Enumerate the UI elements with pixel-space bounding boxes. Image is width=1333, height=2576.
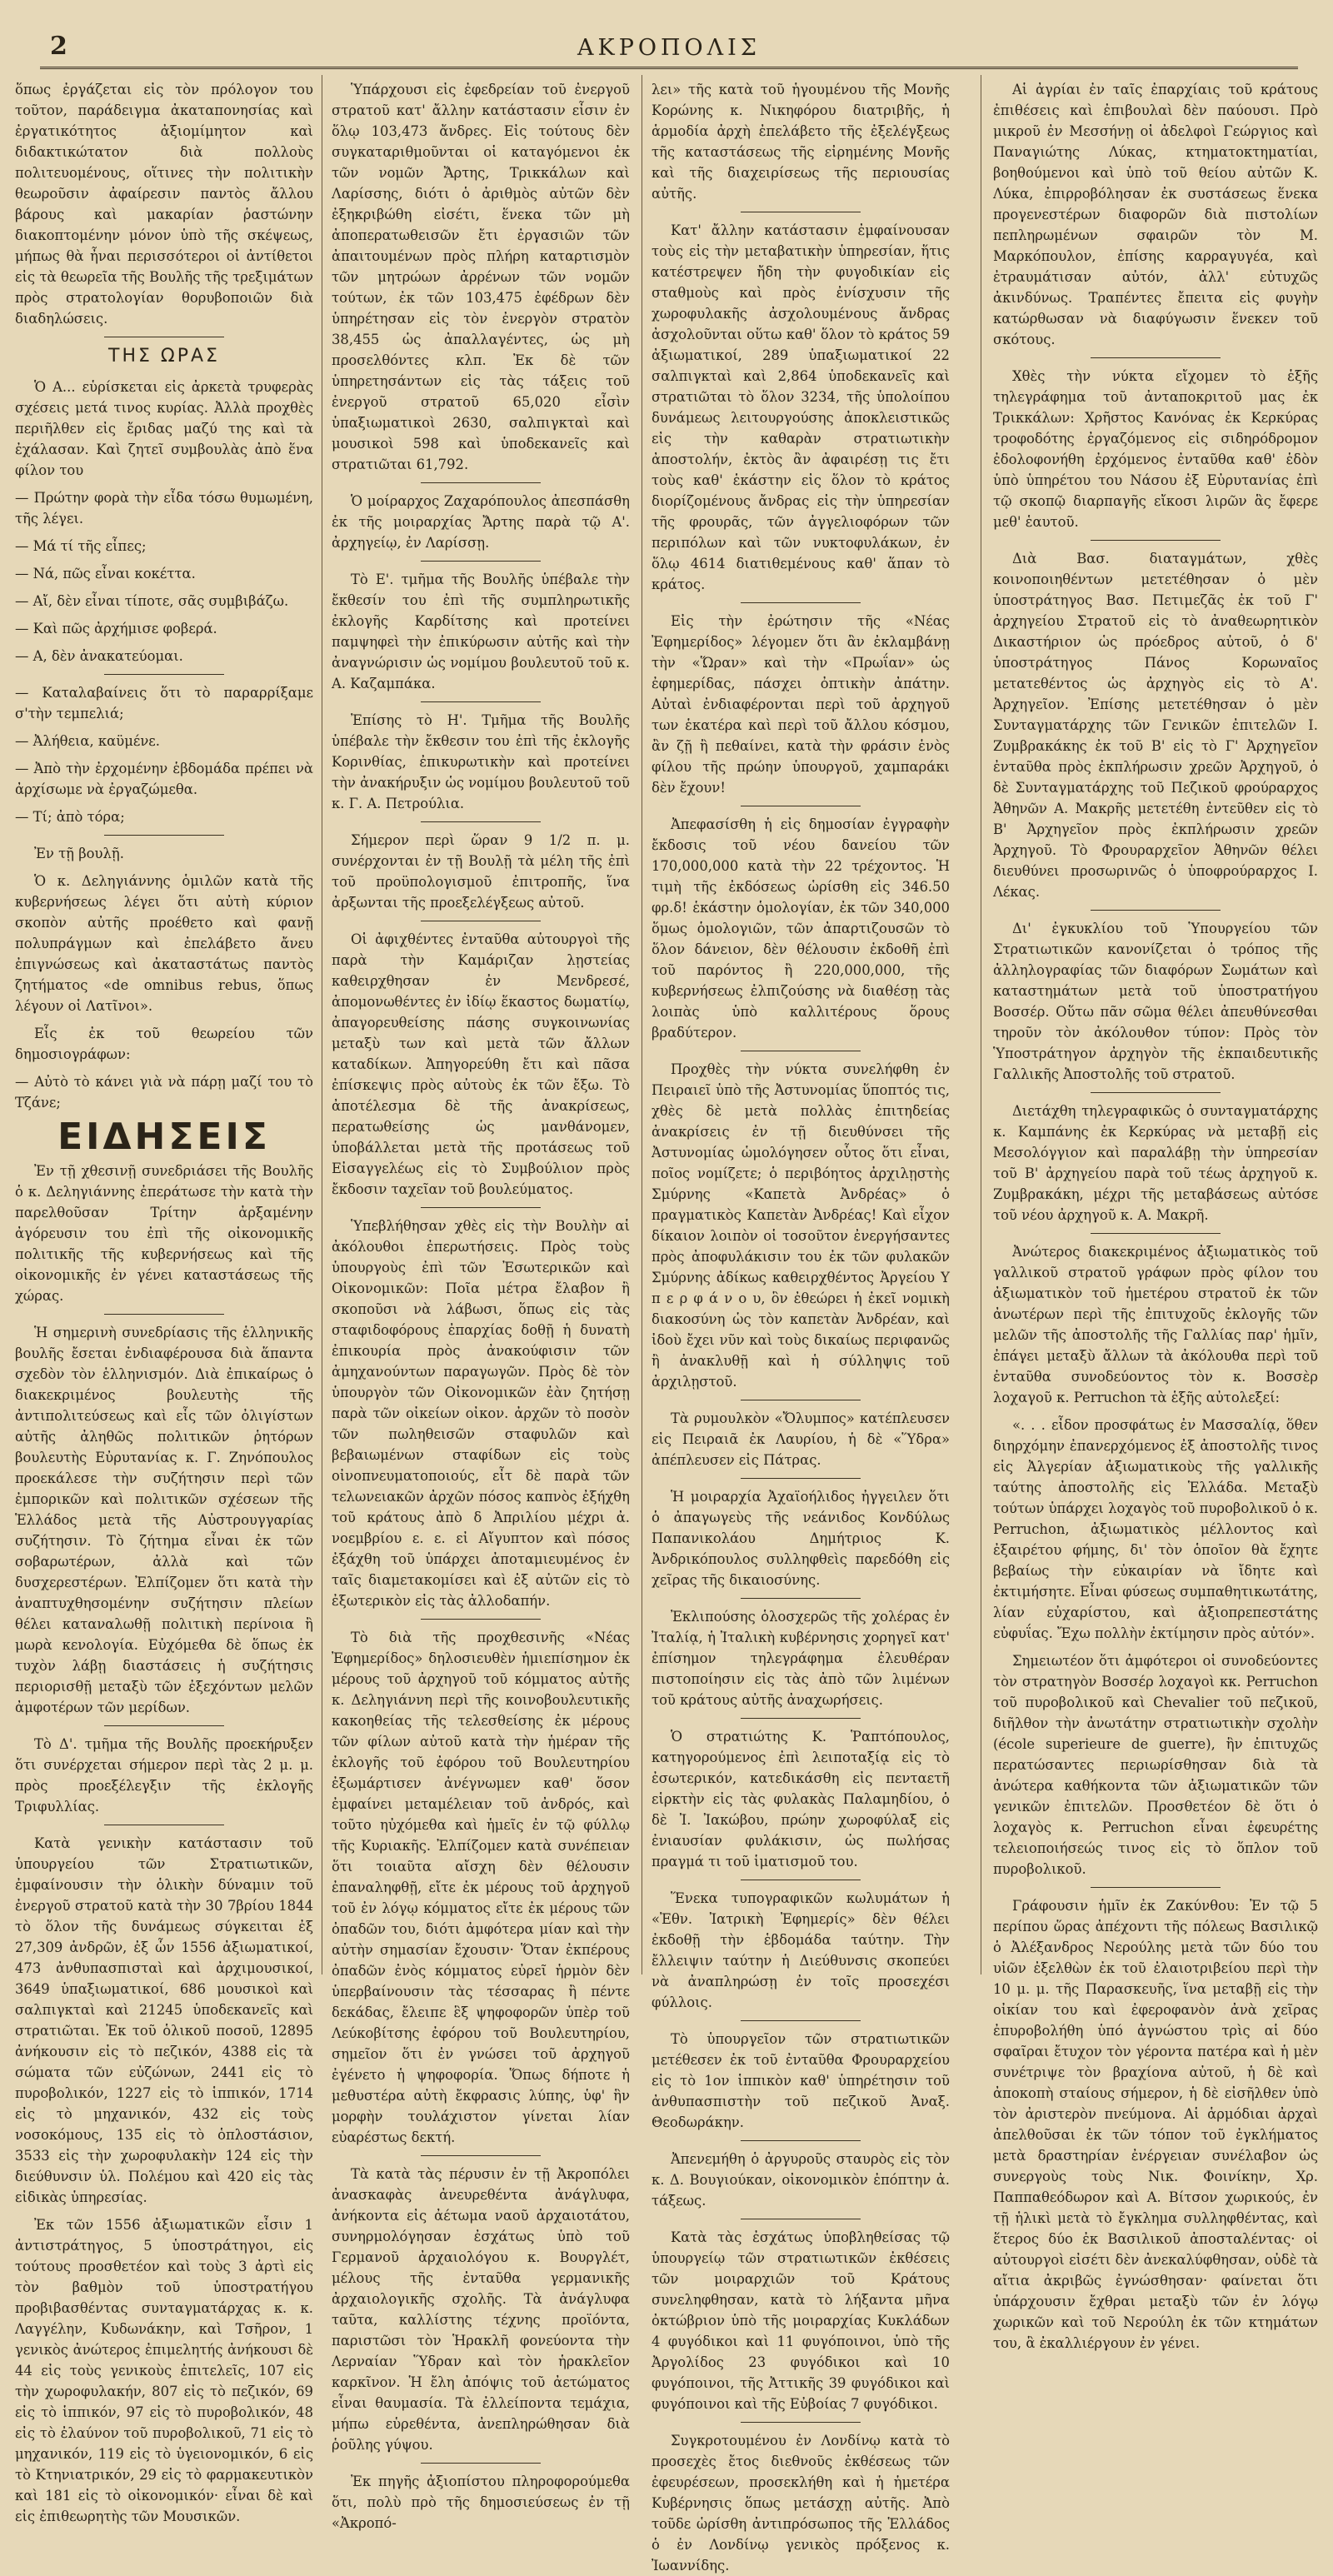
paragraph: Ἀνώτερος διακεκριμένος ἀξιωματικὸς τοῦ γαλλικοῦ στρατοῦ γράφων πρὸς φίλον του ἀξιωματικὸν τοῦ ἡμετέρου στρατοῦ ἐκ τῶν ἀνωτέρων περὶ τῆς ἐπιτυχοῦς ἐκλογῆς τῶν μελῶν τῆς ἀποστολῆς τῆς Γαλλίας παρ' ἡμῖν, ἐπάγει μεταξὺ ἄλλων τὰ ἀκόλουθα περὶ τοῦ ἐνταῦθα συνοδεύοντος τὸν κ. Βοσσὲρ λοχαγοῦ κ. Perruchon τὰ ἑξῆς αὐτολεξεί: [993,1244,1318,1405]
paragraph: Οἱ ἀφιχθέντες ἐνταῦθα αὐτουργοὶ τῆς παρὰ τὴν Καμάριζαν λῃστείας καθειρχθησαν ἐν Μενδρεσέ, ἀπομονωθέντες ἐν ἰδίῳ ἕκαστος δωματίῳ, ἀπαγορευθείσης πάσης συγκοινωνίας μεταξὺ των καὶ μετὰ τῶν ἄλλων καταδίκων. Ἀπηγορεύθη ἔτι καὶ πᾶσα ἐπίσκεψις πρὸς αὐτοὺς ἐκ τῶν ἔξω. Τὸ ἀποτέλεσμα δὲ τῆς ἀνακρίσεως, περατωθείσης ὡς μανθάνομεν, ὑποβάλλεται μετὰ τῆς προτάσεως τοῦ Εἰσαγγελέως εἰς τὸ Συμβούλιον πρὸς ἔκδοσιν ταχεῖαν τοῦ βουλεύματος. [332,931,630,1197]
section-heading-eidiseis: ΕΙΔΗΣΕΙΣ [57,1116,271,1158]
divider [741,2020,860,2021]
section-heading-tis-oras: ΤΗΣ ΩΡΑΣ [108,346,220,367]
paragraph: λει» τῆς κατὰ τοῦ ἡγουμένου τῆς Μονῆς Κορώνης κ. Νικηφόρου διατριβῆς, ἡ ἁρμοδία ἀρχὴ ἐπελάβετο τῆς ἐξελέγξεως τῆς καταστάσεως τῆς εἰρημένης Μονῆς καὶ τῆς διαχειρίσεως τῆς περιουσίας αὐτῆς. [652,82,950,202]
divider [1091,1887,1221,1888]
paragraph: Ἐκ τῶν 1556 ἀξιωματικῶν εἶσιν 1 ἀντιστράτηγος, 5 ὑποστράτηγοι, εἰς τούτους προσθετέον καὶ τοὺς 3 ἀρτὶ εἰς τὸν βαθμὸν τοῦ ὑποστρατήγου προβιβασθέντας συνταγματάρχας κ. κ. Λαγγέλην, Κυδωνάκην, καὶ Τσῆρον, 1 γενικὸς ἀνώτερος ἐπιμελητής ἀνήκουσι δὲ 44 εἰς τοὺς γενικοὺς ἐπιτελεῖς, 107 εἰς τὴν χωροφυλακήν, 807 εἰς τὸ πεζικόν, 69 εἰς τὸ ἱππικόν, 97 εἰς τὸ πυροβολικόν, 48 εἰς τὸ ἐλαύνον τοῦ πυροβολικοῦ, 71 εἰς τὸ μηχανικόν, 119 εἰς τὸ ὑγειονομικόν, 6 εἰς τὸ Κτηνιατρικόν, 29 εἰς τὸ φαρμακευτικὸν καὶ 181 εἰς τὸ οἰκονομικόν· εἶναι δὲ καὶ εἰς ἐπιθεωρητὴς τῶν Μουσικῶν. [15,2217,313,2524]
divider [741,2422,860,2423]
paragraph: Δι' ἐγκυκλίου τοῦ Ὑπουργείου τῶν Στρατιωτικῶν κανονίζεται ὁ τρόπος τῆς ἀλληλογραφίας τῶν διαφόρων Σωμάτων καὶ καταστημάτων μετὰ τοῦ ὑποστρατήγου Βοσσέρ. Οὕτω πᾶν σῶμα θέλει ἀπευθύνεσθαι τηροῦν τὸν ἀκόλουθον τύπον: Πρὸς τὸν Ὑποστράτηγον ἀρχηγὸν τῆς ἐκπαιδευτικῆς Γαλλικῆς Ἀποστολῆς τοῦ στρατοῦ. [993,921,1318,1082]
dialogue-line: — Τί; ἀπὸ τόρα; [15,809,125,825]
paragraph: Ἐν τῇ χθεσινῇ συνεδριάσει τῆς Βουλῆς ὁ κ. Δεληγιάννης ἐπεράτωσε τὴν κατὰ τὴν παρελθοῦσαν Τρίτην ἀρξαμένην ἀγόρευσιν του ἐπὶ τῆς οἰκονομικῆς πολιτικῆς τῆς κυβερνήσεως καὶ τῆς οἰκονομικῆς ἐν γένει καταστάσεως τῆς χώρας. [15,1163,313,1304]
dialogue-line: — Α, δὲν ἀνακατεύομαι. [15,648,183,664]
divider [104,674,223,675]
paragraph: Σήμερον περὶ ὥραν 9 1/2 π. μ. συνέρχονται ἐν τῇ Βουλῇ τὰ μέλη τῆς ἐπὶ τοῦ προϋπολογισμοῦ ἐπιτροπῆς, ἵνα ἀρξωνται τῆς προεξελέγξεως αὐτοῦ. [332,832,630,911]
paragraph: Τὸ Δ'. τμῆμα τῆς Βουλῆς προεκήρυξεν ὅτι συνέρχεται σήμερον περὶ τὰς 2 μ. μ. πρὸς προεξέλεγξιν τῆς ἐκλογῆς Τριφυλλίας. [15,1736,313,1815]
dialogue-line: — Μά τί τῆς εἶπες; [15,538,147,554]
paragraph: «. . . εἶδον προσφάτως ἐν Μασσαλίᾳ, ὅθεν διηρχόμην ἐπανερχόμενος ἐξ ἀποστολῆς τινος εἰς Ἀλγερίαν ἀξιωματικοὺς τῆς γαλλικῆς ταύτης ἀποστολῆς εἰς Ἑλλάδα. Μεταξὺ τούτων ὑπάρχει λοχαγὸς τοῦ πυροβολικοῦ ὁ κ. Perruchon, ἀξιωματικὸς μέλλοντος καὶ ἐξαιρέτου φήμης, δι' τὸν ὁποῖον θὰ ἔχητε βεβαίως τὴν εὐκαιρίαν νὰ ἴδητε καὶ ἐκτιμήσητε. Εἶναι φύσεως συμπαθητικωτάτης, λίαν εὐχαρίστου, καὶ ἀξιοπρεπεστάτης εὐφυΐας. Ἔχω πολλὴν ἐκτίμησιν πρὸς αὐτόν». [993,1417,1318,1641]
paragraph: Ὁ μοίραρχος Ζαχαρόπουλος ἀπεσπάσθη ἐκ τῆς μοιραρχίας Ἄρτης παρὰ τῷ Α'. ἀρχηγείῳ, ἐν Λαρίσσῃ. [332,493,630,551]
divider [421,701,540,702]
dialogue-line: — Αὐτὸ τὸ κάνει γιὰ νὰ πάρῃ μαζί του τὸ Τζάνε; [15,1074,313,1111]
dialogue-line: — Αἴ, δὲν εἶναι τίποτε, σᾶς συμβιβάζω. [15,593,289,609]
column-4 [993,79,1318,2351]
divider [1091,1233,1221,1234]
divider [421,2463,540,2464]
dialogue-line: — Πρώτην φορὰ τὴν εἶδα τόσω θυμωμένη, τῆς λέγει. [15,490,313,527]
dialogue-line: — Ἀπὸ τὴν ἐρχομένην ἑβδομάδα πρέπει νὰ ἀρχίσωμε νὰ ἐργαζώμεθα. [15,761,313,797]
paragraph: Ἐκλιπούσης ὁλοσχερῶς τῆς χολέρας ἐν Ἰταλίᾳ, ἡ Ἰταλικὴ κυβέρνησις χορηγεῖ κατ' ἐπίσημον τηλεγράφημα ἐλευθέραν πιστοποίησιν εἰς τὰς ἀπὸ τῶν λιμένων τοῦ κράτους αὐτῆς ἀναχωρήσεις. [652,1609,950,1708]
paragraph: Ὑπάρχουσι εἰς ἐφεδρείαν τοῦ ἐνεργοῦ στρατοῦ κατ' ἄλλην κατάστασιν εἶσιν ἐν ὅλῳ 103,473 ἄνδρες. Εἰς τούτους δὲν συγκαταριθμοῦνται οἱ καταγόμενοι ἐκ τῶν νομῶν Ἄρτης, Τρικκάλων καὶ Λαρίσσης, διότι ὁ ἀριθμὸς αὐτῶν δὲν ἐξηκριβώθη εἰσέτι, ἕνεκα τῶν μὴ ἀποπερατωθεισῶν ἔτι ἐργασιῶν τῶν ἀπαιτουμένων πρὸς πλήρη καταρτισμὸν τῶν μητρώων ἀρρένων τῶν νομῶν τούτων, ἐκ τῶν 103,475 ἐφέδρων δὲν ὑπηρέτησαν εἰς τὸν ἐνεργὸν στρατὸν 38,455 ὡς ἀπαλλαγέντες, ὡς μὴ προσελθόντες κλπ. Ἐκ δὲ τῶν ὑπηρετησάντων εἰς τὰς τάξεις τοῦ ἐνεργοῦ στρατοῦ 65,020 εἶσὶν ὑπαξιωματικοὶ 2630, σαλπιγκταὶ καὶ μουσικοὶ 598 καὶ ὑποδεκανεῖς καὶ στρατιῶται 61,792. [332,82,630,472]
paragraph: Διετάχθη τηλεγραφικῶς ὁ συνταγματάρχης κ. Καμπάνης ἐκ Κερκύρας νὰ μεταβῇ εἰς Μεσολόγγιον καὶ παραλάβῃ τὴν ὑπηρεσίαν τοῦ Β' ἀρχηγείου παρὰ τοῦ τέως ἀρχηγοῦ κ. Ζυμβρακάκη, μέχρι τῆς μεταβάσεως αὐτόσε τοῦ νέου ἀρχηγοῦ κ. Α. Μακρῆ. [993,1103,1318,1223]
divider [104,1725,223,1726]
divider [421,2155,540,2156]
column-2 [332,79,630,2531]
paragraph: Τὸ Ε'. τμῆμα τῆς Βουλῆς ὑπέβαλε τὴν ἔκθεσίν του ἐπὶ τῆς συμπληρωτικῆς ἐκλογῆς Καρδίτσης καὶ προτείνει παμψηφεὶ τὴν ἐπικύρωσιν αὐτῆς καὶ τὴν ἀναγνώρισιν ὡς νομίμου βουλευτοῦ τοῦ κ. Α. Καζαμπάκα. [332,572,630,691]
column-3 [652,79,950,2574]
paragraph: Εἷς ἐκ τοῦ θεωρείου τῶν δημοσιογράφων: [15,1026,313,1062]
paragraph: Τὰ ρυμουλκὸν «Ὄλυμπος» κατέπλευσεν εἰς Πειραιᾶ ἐκ Λαυρίου, ἡ δὲ «Ὕδρα» ἀπέπλευσεν εἰς Πάτρας. [652,1410,950,1468]
paragraph: Ὑπεβλήθησαν χθὲς εἰς τὴν Βουλὴν αἱ ἀκόλουθοι ἐπερωτήσεις. Πρὸς τοὺς ὑπουργοὺς ἐπὶ τῶν Ἐσωτερικῶν καὶ Οἰκονομικῶν: Ποῖα μέτρα ἔλαβον ἢ σκοποῦσι νὰ λάβωσι, ὅπως εἰς τὰς σταφιδοφόρους ἐπαρχίας δοθῇ ἡ δυνατὴ ἐπικουρία πρὸς ἀνακούφισιν τῶν ἀμηχανούντων παραγωγῶν. Πρὸς δὲ τὸν ὑπουργὸν τῶν Οἰκονομικῶν ἐὰν ζητήσῃ παρὰ τῶν οἰκείων οἰκον. ἀρχῶν τὸ ποσὸν τῶν πωληθεισῶν σταφυλῶν καὶ βεβαιωμένων σταφίδων εἰς τοὺς οἰνοπνευματοποιούς, εἶτ δὲ παρὰ τῶν τελωνειακῶν ἀρχῶν πόσος καπνὸς ἐξήχθη τοῦ κράτους ἀπὸ δ Ἀπριλίου μέχρι ἀ. νοεμβρίου ε. ε. εἰ Αἴγυπτον καὶ πόσος ἐξάχθη τοῦ ὑπάρχει ἀποταμιευμένος ἐν ταῖς διαμετακομίσει καὶ ἐξ αὐτῶν εἰς τὸ ἐξωτερικὸν εἰς τὰς ἀλλοδαπήν. [332,1218,630,1609]
divider [104,835,223,836]
newspaper-title: ΑΚΡΟΠΟΛΙΣ [577,35,761,61]
paragraph: Ὁ στρατιώτης Κ. Ῥαπτόπουλος, κατηγορούμενος ἐπὶ λειποταξίᾳ εἰς τὸ ἐσωτερικόν, κατεδικάσθη εἰς πενταετῆ εἱρκτὴν εἰς τὰς φυλακὰς Παλαμηδίου, ὁ δὲ Ἰ. Ἰακώβου, πρώην χωροφύλαξ εἰς ἐνιαυσίαν φυλάκισιν, ὡς πωλήσας πραγμά τι τοῦ ἱματισμοῦ του. [652,1729,950,1870]
page-number: 2 [50,32,67,61]
paragraph: Κατὰ τὰς ἐσχάτως ὑποβληθείσας τῷ ὑπουργείῳ τῶν στρατιωτικῶν ἐκθέσεις τῶν μοιραρχιῶν τοῦ Κράτους συνεληφθησαν, κατὰ τὸ λήξαντα μῆνα ὀκτώβριον ὑπὸ τῆς μοιραρχίας Κυκλάδων 4 φυγόδικοι καὶ 11 φυγόποινοι, ὑπὸ τῆς Ἀργολίδος 23 φυγόδικοι καὶ 10 φυγόποινοι, τῆς Ἀττικῆς 39 φυγόδικοι καὶ φυγόποινοι καὶ τῆς Εὐβοίας 7 φυγόδικοι. [652,2229,950,2412]
masthead [40,32,1298,69]
paragraph: Τὸ ὑπουργεῖον τῶν στρατιωτικῶν μετέθεσεν ἐκ τοῦ ἐνταῦθα Φρουραρχείου εἰς τὸ 1ον ἱππικὸν καθ' ὑπηρέτησιν τοῦ ἀνθυπασπιστὴν τοῦ πεζικοῦ Ἀναξ. Θεοδωράκην. [652,2031,950,2130]
divider [1091,910,1221,911]
paragraph: Ἐν τῇ βουλῇ. [33,846,124,861]
divider [741,1478,860,1479]
divider [421,821,540,822]
dialogue-line: — Καταλαβαίνεις ὅτι τὸ παραρρίξαμε σ'τὴν τεμπελιά; [15,685,313,721]
column-1 [15,79,313,2524]
divider [421,482,540,483]
divider [104,1314,223,1315]
paragraph: ὅπως ἐργάζεται εἰς τὸν πρόλογον του τοῦτον, παράδειγμα ἀκαταπονησίας καὶ ἐργατικότητος ἀξιομίμητον καὶ διδακτικώτατον διὰ πολλοὺς πολιτευομένους, οἵτινες τὴν πολιτικὴν θεωροῦσιν ἀφαίρεσιν παντὸς ἄλλου βάρους καὶ μακαρίαν ῥαστώνην διακοπτομένην μόνον ὑπὸ τῆς σκέψεως, μήπως θὰ ἦναι περισσότεροι οἱ ἀντίθετοι εἰς τὰ θεωρεῖα τῆς Βουλῆς τῆς τρεξιμάτων πρὸς στρατολογίαν θορυβοποιῶν διὰ διαδηλώσεις. [15,82,313,327]
paragraph: Αἱ ἀγρίαι ἐν ταῖς ἐπαρχίαις τοῦ κράτους ἐπιθέσεις καὶ ἐπιβουλαὶ δὲν παύουσι. Πρὸ μικροῦ ἐν Μεσσήνῃ οἱ ἀδελφοὶ Γεώργιος καὶ Παναγιώτης Λύκας, κτηματοκτηματίαι, βοηθούμενοι καὶ ὑπὸ τοῦ θείου αὐτῶν Κ. Λύκα, ἐπιρροβόλησαν ἐκ συστάσεως ἕνεκα προγενεστέρων διαφορῶν διὰ πιστολίων πεπληρωμένων σφαιρῶν τὸν Μ. Μαρκόπουλον, ἐπίσης καρραγυγέα, καὶ ἐτραυμάτισαν αὐτόν, ἀλλ' εὐτυχῶς ἀκινδύνως. Τραπέντες ἔπειτα εἰς φυγὴν κατώρθωσαν νὰ διαφύγωσιν ἕνεκεν τοῦ σκότους. [993,82,1318,347]
paragraph: Ἡ σημερινὴ συνεδρίασις τῆς ἑλληνικῆς βουλῆς ἔσεται ἐνδιαφέρουσα διὰ ἅπαντα σχεδὸν τὸν ἑλληνισμόν. Διὰ ἐπικαίρως ὁ διακεκριμένος βουλευτὴς τῆς ἀντιπολιτεύσεως καὶ εἷς τῶν ὀλιγίστων αὐτῆς ἀληθῶς πολιτικῶν ῥητόρων βουλευτὴς Εὐρυτανίας κ. Γ. Ζηνόπουλος προεκάλεσε τὴν συζήτησιν περὶ τῶν ἐμπορικῶν καὶ πολιτικῶν σχέσεων τῆς Ἑλλάδος μετὰ τῆς Αὐστρουγγαρίας συζήτησιν. Τὸ ζήτημα εἶναι ἐκ τῶν σοβαρωτέρων, ἀλλὰ καὶ τῶν δυσχερεστέρων. Ἐλπίζομεν ὅτι κατὰ τὴν ἀναπτυχθησομένην συζήτησιν πλείων θέλει καταναλωθῇ πολιτικὴ περίνοια ἢ μωρὰ κενολογία. Εὐχόμεθα δὲ ὅπως ἐκ τυχὸν λάβῃ διαστάσεις ἡ συζήτησις περιορισθῇ μεταξὺ τῶν ἐξεχόντων μελῶν ἀμφοτέρων τῶν μερίδων. [15,1325,313,1715]
paragraph: Ὁ κ. Δεληγιάννης ὁμιλῶν κατὰ τῆς κυβερνήσεως λέγει ὅτι αὐτὴ κύριον σκοπὸν αὐτῆς προέθετο καὶ φανῇ πολυπράγμων καὶ ἐπελάβετο ἄνευ ἐπιγνώσεως καὶ ἀκαταστάτως παντὸς ζητήματος «de omnibus rebus, ὅπως λέγουν οἱ Λατῖνοι». [15,873,313,1014]
divider [1091,540,1221,541]
paragraph: Γράφουσιν ἡμῖν ἐκ Ζακύνθου: Ἐν τῷ 5 περίπου ὥρας ἀπέχοντι τῆς πόλεως Βασιλικῷ ὁ Ἀλέξανδρος Νερούλης μετὰ τῶν δύο του υἱῶν ἐξελθὼν ἐκ τοῦ ἐλαιοτριβείου περὶ τὴν 10 μ. μ. τῆς Παρασκευῆς, ἵνα μεταβῇ εἰς τὴν οἰκίαν του καὶ ἐφεροφανὸν ἀνὰ χεῖρας ἐπυροβολήθη ὑπό ἀγνώστου τρὶς αἱ δύο σφαῖραι ἔτυχον τὸν γέροντα πατέρα καὶ ἡ μὲν συνέτριψε τὸν βραχίονα αὐτοῦ, ἡ δὲ καὶ ἀποκοπὴ σταίους σήμερον, ἡ δὲ εἰσῆλθεν ὑπὸ τὸν ἀριστερὸν πνεύμονα. Αἱ ἁρμόδιαι ἀρχαὶ ἀπελθοῦσαι ἐκ τῶν τόπον τοῦ ἐγκλήματος μετὰ δραστηρίαν ἐνέργειαν συνέλαβον ὡς συνεργοὺς τοὺς Νικ. Φοινίκην, Χρ. Παππαθεόδωρον καὶ Α. Βίτσον χωρικούς, ἐν τῇ ἡλικὶ μετὰ τὸ ἔγκλημα συλληφθέντας, καὶ ἕτερος δύο ἐκ Βασιλικοῦ ἀποσταλέντας· οἱ αὐτουργοὶ εἰσέτι δὲν ἀνεκαλύφθησαν, οὐδὲ τὰ αἴτια ἀκριβῶς ἐγνώσθησαν· φαίνεται ὅτι ὑπάρχουσιν ἔχθραι μεταξὺ τῶν ἐν λόγῳ χωρικῶν καὶ τοῦ Νερούλη ἐκ τῶν κτημάτων του, ἃ ἐκαλλιέργουν ἐν γένει. [993,1898,1318,2351]
paragraph: Χθὲς τὴν νύκτα εἴχομεν τὸ ἑξῆς τηλεγράφημα τοῦ ἀνταποκριτοῦ μας ἐκ Τρικκάλων: Χρῆστος Κανόνας ἐκ Κερκύρας τροφοδότης ἐργαζόμενος εἰς σιδηρόδρομον ἐδολοφονήθη ἐρχόμενος ἐνταῦθα καθ' ἑδὸν ὑπὸ ὑπηρέτου του Νάσου ἐξ Εὐρυτανίας ἐπὶ τῷ σκοπῷ διαρπαγῆς εἴκοσι λιρῶν ἃς ἔφερε μεθ' ἑαυτοῦ. [993,368,1318,530]
divider [741,602,860,603]
paragraph: Ἀπενεμήθη ὁ ἀργυροῦς σταυρὸς εἰς τὸν κ. Δ. Βουγιούκαν, οἰκονομικὸν ἐπόπτην ἀ. τάξεως. [652,2151,950,2209]
dialogue-line: — Ἀλήθεια, καϋμένε. [15,733,161,749]
paragraph: Εἰς τὴν ἐρώτησιν τῆς «Νέας Ἐφημερίδος» λέγομεν ὅτι ἂν ἐκλαμβάνῃ τὴν «Ὥραν» καὶ τὴν «Πρωΐαν» ὡς ἐφημερίδας, πάσχει ὀπτικὴν ἀπάτην. Αὐταὶ ἐνδιαφέρονται περὶ τοῦ ἀρχηγοῦ των ἑκατέρα καὶ περὶ τοῦ ἄλλου κόσμου, ἂν ζῇ ἢ πεθαίνει, κατὰ τὴν φράσιν ἑνὸς φίλου τῆς πρώην ὑπουργοῦ, χαμπαράκι δὲν ἔχουν! [652,613,950,796]
divider [741,1718,860,1719]
divider [421,1619,540,1620]
paragraph: Τὰ κατὰ τὰς πέρυσιν ἐν τῇ Ἀκροπόλει ἀνασκαφὰς ἀνευρεθέντα ἀνάγλυφα, ἀνήκοντα εἰς ἀέτωμα ναοῦ ἀρχαιοτάτου, συνηρμολόγησαν ἐσχάτως ὑπὸ τοῦ Γερμανοῦ ἀρχαιολόγου κ. Βουργλέτ, μέλους τῆς ἐνταῦθα γερμανικῆς ἀρχαιολογικῆς σχολῆς. Τὰ ἀνάγλυφα ταῦτα, καλλίστης τέχνης προϊόντα, παριστῶσι τὸν Ἡρακλῆ φονεύοντα τὴν Λερναίαν Ὕδραν καὶ τὸν ἡρακλεῖον καρκῖνον. Ἡ ἔλη ἀπόψις τοῦ ἀετώματος εἶναι θαυμασία. Τὰ ἐλλείποντα τεμάχια, μήπω εὑρεθέντα, ἀνεπληρώθησαν διὰ ῥοῦλης γύψου. [332,2166,630,2453]
paragraph: Κατ' ἄλλην κατάστασιν ἐμφαίνουσαν τοὺς εἰς τὴν μεταβατικὴν ὑπηρεσίαν, ἥτις κατέστρεψεν ἤδη τὴν φυγοδικίαν εἰς σταθμοὺς καὶ πρὸς ἐνίσχυσιν τῆς χωροφυλακῆς ἀσχολουμένους ἄνδρας ἀσχολοῦνται οὕτω καθ' ὅλον τὸ κράτος 59 ἀξιωματικοί, 289 ὑπαξιωματικοί 22 σαλπιγκταὶ καὶ 2,864 ὑποδεκανεῖς καὶ στρατιῶται τὸ ὅλον 3234, τῆς ὑπολοίπου δυνάμεως λειτουργούσης ἀποκλειστικῶς εἰς τὴν καθαρὰν στρατιωτικὴν ἀποστολήν, ἐκτὸς ἂν ἀφαιρέσῃ τις ἔτι τοὺς καθ' ἑκάστην εἰς ὅλον τὸ κράτος διορίζομένους ἄνδρας εἰς τὴν ὑπηρεσίαν τῆς φρουρᾶς, τῶν ἀγγελιοφόρων τῶν περιπόλων καὶ τῶν νυκτοφυλάκων, ἐν ὅλῳ 4614 διατιθεμένους καθ' ἅπαν τὸ κράτος. [652,222,950,592]
divider [421,561,540,562]
dialogue-line: — Νά, πῶς εἶναι κοκέττα. [15,566,196,582]
paragraph: Ἡ μοιραρχία Ἀχαϊοήλιδος ἠγγειλεν ὅτι ὁ ἀπαγωγεὺς τῆς νεάνιδος Κονδύλως Παπανικολάου Δημήτριος Κ. Ἀνδρικόπουλος συλληφθεὶς παρεδόθη εἰς χεῖρας τῆς δικαιοσύνης. [652,1489,950,1588]
paragraph: Προχθὲς τὴν νύκτα συνελήφθη ἐν Πειραιεῖ ὑπὸ τῆς Ἀστυνομίας ὕποπτός τις, χθὲς δὲ μετὰ πολλὰς ἐπιτηδείας ἀνακρίσεις ἐν τῇ διευθύνσει τῆς Ἀστυνομίας ὡμολόγησεν οὗτος ὅτι εἶναι, ποῖος νομίζετε; ὁ περιβόητος ἀρχιλῃστὴς Σμύρνης «Καπετὰ Ἀνδρέας» ὁ πραγματικὸς Καπετὰν Ἀνδρέας! Καὶ εἶχον δίκαιον λοιπὸν οἱ τοσοῦτον ἐνεργήσαντες πρὸς ἀποφυλάκισιν του ἐκ τῶν φυλακῶν Σμύρνης ἀδίκως καθειρχθέντος Ἀργείου Υ π ε ρ φ ά ν ο υ, ὃν ἐθεώρει ἡ ἐκεῖ νομικὴ διακοσύνη ὡς τὸν καπετὰν Ἀνδρέαν, καὶ ἰδοὺ ἔχει νῦν καὶ τοὺς δικαίως περιφανῶς ἢ ἀνακλυθῇ καὶ ἡ σύλληψις τοῦ ἀρχιλῃστοῦ. [652,1061,950,1390]
paragraph: Ἀπεφασίσθη ἡ εἰς δημοσίαν ἐγγραφὴν ἔκδοσις τοῦ νέου δανείου τῶν 170,000,000 κατὰ τὴν 22 τρέχοντος. Ἡ τιμὴ τῆς ἐκδόσεως ὡρίσθη εἰς 346.50 φρ.δ! ἑκάστην ὁμολογίαν, ἐκ τῶν 340,000 ὅμως ὁμολογιῶν, τῶν ἀπαρτιζουσῶν τὸ ὅλον δάνειον, δὲν θέλουσιν ἐκδοθῆ ἐπὶ τοῦ παρόντος ἢ 220,000,000, τῆς κυβερνήσεως ἐλπιζούσης νὰ διαθέσῃ τὰς λοιπὰς ὑπὸ καλλιτέρους ὅρους βραδύτερον. [652,816,950,1041]
paragraph: Ἐκ πηγῆς ἀξιοπίστου πληροφορούμεθα ὅτι, πολὺ πρὸ τῆς δημοσιεύσεως ἐν τῇ «Ἀκροπό- [332,2474,630,2531]
divider [741,2140,860,2141]
paragraph: Ἕνεκα τυπογραφικῶν κωλυμάτων ἡ «Ἐθν. Ἰατρικὴ Ἐφημερίς» δὲν θέλει ἐκδοθῇ τὴν ἑβδομάδα ταύτην. Τὴν ἔλλειψιν ταύτην ἡ Διεύθυνσις σκοπεύει νὰ ἀναπληρώσῃ ἐν τοῖς προσεχέσι φύλλοις. [652,1890,950,2010]
divider [1091,1092,1221,1093]
paragraph: Ὁ Α... εὑρίσκεται εἰς ἀρκετὰ τρυφερὰς σχέσεις μετά τινος κυρίας. Ἀλλὰ προχθὲς περιῆλθεν εἰς ἔριδας μαζύ της καὶ τὰ ἐχάλασαν. Καὶ ζητεῖ συμβουλὰς ἀπὸ ἕνα φίλον του [15,379,313,478]
dialogue-line: — Καὶ πῶς ἀρχήμισε φοβερά. [15,621,217,637]
paragraph: Σημειωτέον ὅτι ἀμφότεροι οἱ συνοδεύοντες τὸν στρατηγὸν Βοσσέρ λοχαγοὶ κκ. Perruchon τοῦ πυροβολικοῦ καὶ Chevalier τοῦ πεζικοῦ, διῆλθον τὴν ἀνωτάτην στρατιωτικὴν σχολὴν (école superieure de guerre), ἣν ἐπιτυχῶς περατώσαντες περιωρίσθησαν διὰ τὰ ἀνώτερα καθήκοντα τῶν ἀξιωματικῶν τῶν γενικῶν ἐπιτελῶν. Προσθετέον δὲ ὅτι ὁ λοχαγὸς κ. Perruchon εἶναι ἐφευρέτης τελειοποιήσεώς τινος εἰς τὸ ὅπλον τοῦ πυροβολικοῦ. [993,1653,1318,1877]
divider [421,1207,540,1208]
divider [1091,357,1221,358]
paragraph: Διὰ Βασ. διαταγμάτων, χθὲς κοινοποιηθέντων μετετέθησαν ὁ μὲν ὑποστράτηγος Βασ. Πετιμεζᾶς ἐκ τοῦ Γ' ἀρχηγείου Στρατοῦ εἰς τὸ ἀναθεωρητικὸν Δικαστήριον ὡς πρόεδρος αὐτοῦ, ὁ δ' ὑποστράτηγος Πάνος Κορωναῖος μετατεθέντος ὡς ἀρχηγὸς εἰς τὸ Α'. Ἀρχηγεῖον. Ἐπίσης μετετέθησαν ὁ μὲν Συνταγματάρχης τῶν Γενικῶν ἐπιτελῶν Ι. Ζυμβρακάκης ἐκ τοῦ Β' εἰς τὸ Γ' Ἀρχηγεῖον ἐνταῦθα πρὸς ἐκπλήρωσιν χρεῶν Ἀρχηγοῦ, ὁ δὲ Συνταγματάρχης τοῦ Πεζικοῦ φρούραρχος Ἀθηνῶν Α. Μακρῆς μετετέθη ἐντεῦθεν εἰς τὸ Β' Ἀρχηγεῖον πρὸς ἐκπλήρωσιν χρεῶν Ἀρχηγοῦ. Τὸ Φρουραρχεῖον Ἀθηνῶν θέλει διευθύνει προσωρινῶς ὁ ὑποφρούραρχος Ι. Λέκας. [993,551,1318,900]
divider [741,1598,860,1599]
paragraph: Ἐπίσης τὸ Η'. Τμῆμα τῆς Βουλῆς ὑπέβαλε τὴν ἔκθεσιν του ἐπὶ τῆς ἐκλογῆς Κορινθίας, ἐπικυρωτικὴν καὶ προτείνει τὴν ἀνακήρυξιν ὡς νομίμου βουλευτοῦ τοῦ κ. Γ. Α. Πετρούλια. [332,712,630,811]
paragraph: Κατὰ γενικὴν κατάστασιν τοῦ ὑπουργείου τῶν Στρατιωτικῶν, ἐμφαίνουσιν τὴν ὁλικὴν δύναμιν τοῦ ἐνεργοῦ στρατοῦ κατὰ τὴν 30 7βρίου 1844 τὸ ὅλον τῆς δυνάμεως σύγκειται ἐξ 27,309 ἀνδρῶν, ἐξ ὧν 1556 ἀξιωματικοί, 473 ἀνθυπασπισταὶ καὶ ἀρχιμουσικοί, 3649 ὑπαξιωματικοί, 686 μουσικοὶ καὶ σαλπιγκταὶ καὶ 21245 ὑποδεκανεῖς καὶ στρατιῶται. Ἐκ τοῦ ὁλικοῦ ποσοῦ, 12895 ἀνήκουσιν εἰς τὸ πεζικόν, 4388 εἰς τὰ σώματα τῶν εὐζώνων, 2441 εἰς τὸ πυροβολικόν, 1227 εἰς τὸ ἱππικόν, 1714 εἰς τὸ μηχανικόν, 432 εἰς τοὺς νοσοκόμους, 135 εἰς τὸ ὁπλοστάσιον, 3533 εἰς τὴν χωροφυλακὴν 124 εἰς τὴν διεύθυνσιν ὑλ. Πολέμου καὶ 420 εἰς τὰς εἰδικὰς ὑπηρεσίας. [15,1835,313,2205]
paragraph: Συγκροτουμένου ἐν Λονδίνῳ κατὰ τὸ προσεχὲς ἔτος διεθνοῦς ἐκθέσεως τῶν ἐφευρέσεων, προσεκλήθη καὶ ἡ ἡμετέρα Κυβέρνησις ὅπως μετάσχῃ αὐτῆς. Ἀπὸ τοῦδε ὡρίσθη ἀντιπρόσωπος τῆς Ἑλλάδος ὁ ἐν Λονδίνῳ γενικὸς πρόξενος κ. Ἰωαννίδης. [652,2433,950,2574]
paragraph: Τὸ διὰ τῆς προχθεσινῆς «Νέας Ἐφημερίδος» δηλοσιευθὲν ἡμιεπίσημον ἐκ μέρους τοῦ ἀρχηγοῦ τοῦ κόμματος αὐτῆς κ. Δεληγιάννη περὶ τῆς κοινοβουλευτικῆς κακοηθείας τῆς τελεσθείσης ἐκ μέρους τῶν φίλων αὐτοῦ κατὰ τὴν ἡμέραν τῆς ἐκλογῆς τοῦ ἐφόρου τοῦ Βουλευτηρίου ἐξωμάρτισεν ἀνέγνωμεν καθ' ὅσον ἐμφαίνει μεταμέλειαν τοῦ ἀνδρός, καὶ τοῦτο ηὐχόμεθα καὶ ἡμεῖς ἐν τῷ φύλλῳ τῆς Κυριακῆς. Ἐλπίζομεν κατὰ συνέπειαν ὅτι τοιαῦτα αἴσχη δὲν θέλουσιν ἐπαναληφθῇ, εἴτε ἐκ μέρους τοῦ ἀρχηγοῦ τοῦ ἐν λόγῳ κόμματος εἴτε ἐκ μέρους τῶν ὀπαδῶν του, διότι ἀμφότερα μίαν καὶ τὴν αὐτὴν σημασίαν ἔχουσιν· Ὅταν ἐκπέρους ὀπαδῶν ἐνὸς κόμματος εὐρεῖ ἡρμὸν δὲν ὑπερβαίνουσιν τὰς τέσσαρας ἢ πέντε δεκάδας, ἔλειπε ἓξ ψηφοφορῶν ὑπὲρ τοῦ Λεύκοβίτσης ἐφόρου τοῦ Βουλευτηρίου, σημεῖον ὅτι ἐν γνώσει τοῦ ἀρχηγοῦ ἐγένετο ἡ ψηφοφορία. Ὅπως δήποτε ἡ μεθυστέρα αὐτὴ ἔκφρασις λύπης, ὑφ' ἣν μορφὴν τουλάχιστον γίνεται λίαν εὐαρέστως δεκτή. [332,1630,630,2145]
